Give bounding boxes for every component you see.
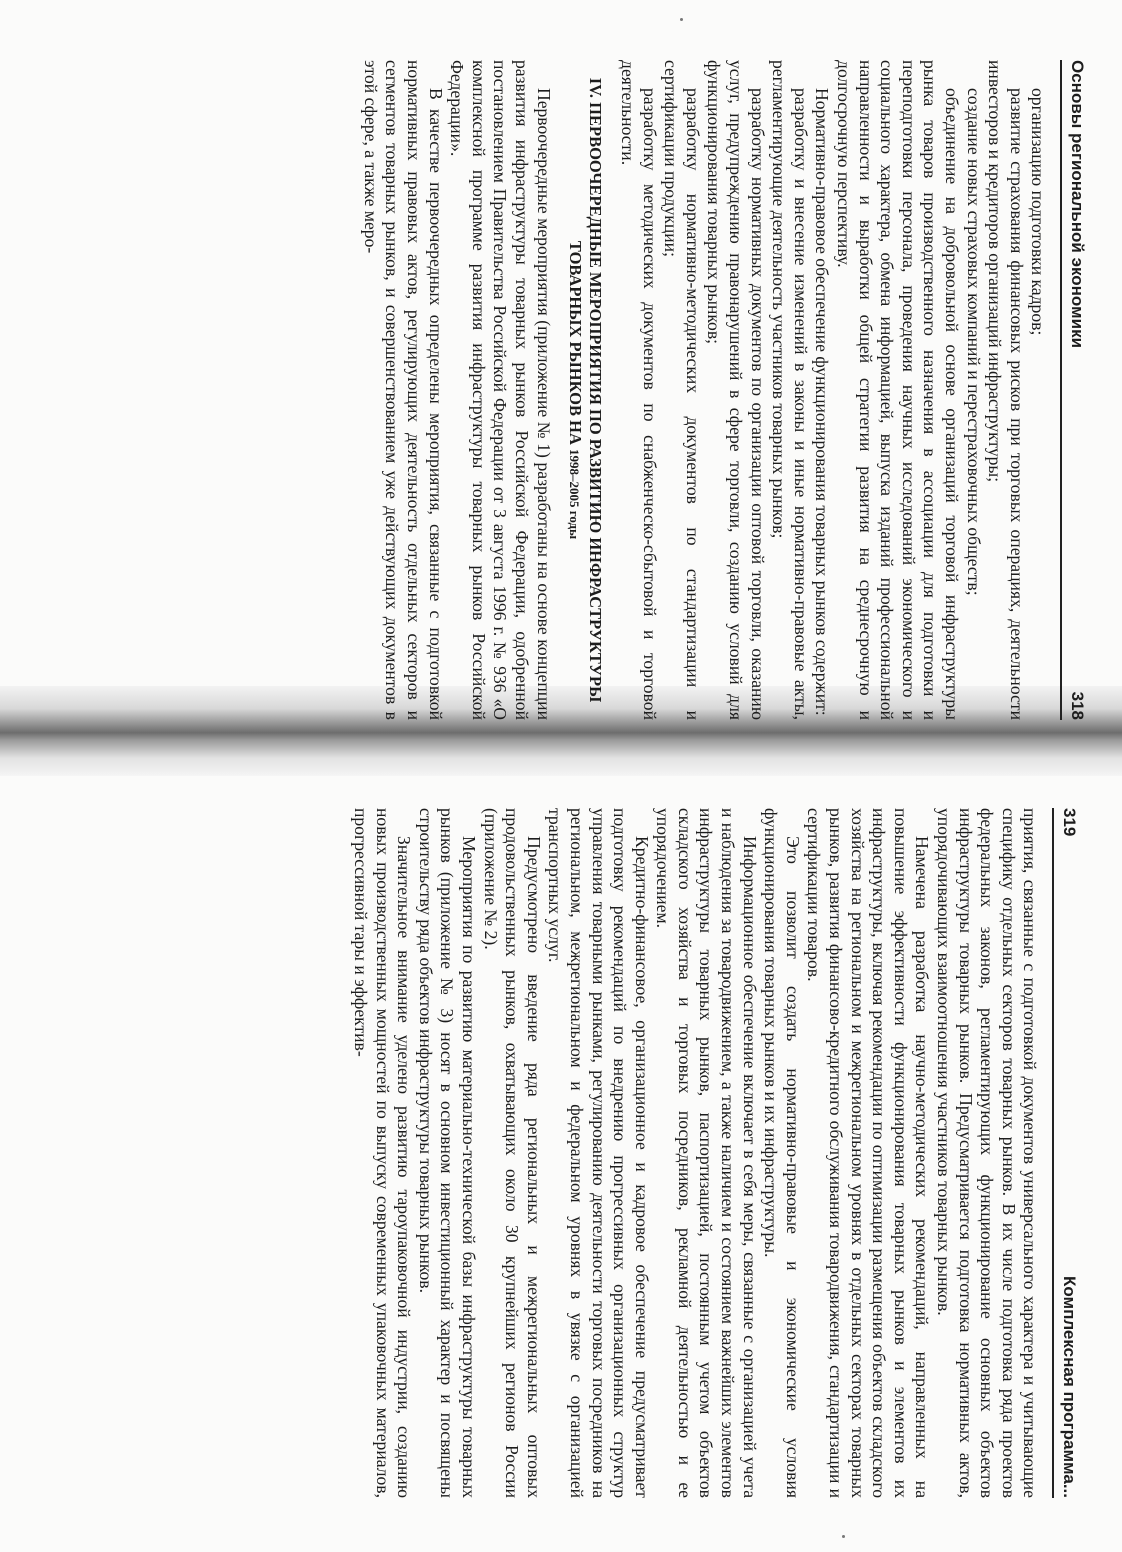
paragraph: Мероприятия по развитию материально-технической базы инфраструктуры товарных рынков (приложение № 3) носят в основном инвестиционный характер и посвящены строительству ряда объектов инфраструктуры товарных рынков. (415, 808, 479, 1498)
page-number: 318 (1068, 691, 1087, 720)
paragraph: разработку и внесение изменений в законы и иные нормативно-правовые акты, регламентирующие деятельность участников товарных рынков; (769, 60, 811, 720)
page-number: 319 (1060, 808, 1079, 837)
paragraph: разработку нормативно-методических документов по стандартизации и сертификации продукции; (661, 60, 703, 720)
paragraph: разработку методических документов по снабженческо-сбытовой и торговой деятельности. (618, 60, 660, 720)
paragraph: объединение на добровольной основе организаций торговой инфраструктуры рынка товаров производственного назначения в ассоциации для подготовки и переподготовки персонала, проведения научных исследований экономического и социального характера, обмена информацией, выпуска изданий профессиональной направленности и выработки общей стратегии развития на среднесрочную и долгосрочную перспективу. (834, 60, 963, 720)
section-title-years: 1998–2005 годы (566, 448, 582, 540)
page-header (1052, 808, 1080, 1498)
paragraph: разработку нормативных документов по организации оптовой торговли, оказанию услуг, предупреждению правонарушений в сфере торговли, созданию условий для функционирования товарных рынков; (704, 60, 768, 720)
paragraph: развитие страхования финансовых рисков при торговых операциях, деятельности инвесторов и кредиторов организаций инфраструктуры; (985, 60, 1027, 720)
paragraph: организацию подготовки кадров; (1028, 88, 1049, 336)
paragraph: Первоочередные мероприятия (приложение № 1) разработаны на основе концепции развития инфраструктуры товарных рынков Российской Федерации, одобренной постановлением Правительства Российской Федерации от 3 августа 1996 г. № 936 «О комплексной программе развития инфраструктуры товарных рынков Российской Федерации». (447, 60, 554, 720)
page-319 (349, 808, 1080, 1498)
running-head: Комплексная программа... (1060, 1275, 1079, 1498)
paragraph: В качестве первоочередных определены мероприятия, связанные с подготовкой нормативных правовых актов, регулирующих деятельность отдельных секторов и сегментов товарных рынков, и совершенствованием уже действующих документов в этой сфере, а также меро- (360, 60, 446, 720)
page-318 (359, 60, 1088, 720)
paragraph: Кредитно-финансовое, организационное и кадровое обеспечение предусматривает подготовку рекомендаций по внедрению прогрессивных организационных структур управления товарными рынками, регулированию деятельности торговых посредников на региональном, межрегиональном и федеральном уровнях в увязке с организацией транспортных услуг. (545, 808, 652, 1498)
paragraph: Информационное обеспечение включает в себя меры, связанные с организацией учета и наблюдения за товародвижением, а также наличием и состоянием важнейших элементов инфраструктуры товарных рынков, паспортизацией, постоянным учетом объектов складского хозяйства и торговых посредников, рекламной деятельностью и ее упорядочением. (653, 808, 760, 1498)
scan-speck (842, 1535, 845, 1538)
paragraph: создание новых страховых компаний и перестраховочных обществ; (963, 88, 984, 596)
section-title-main: IV. ПЕРВООЧЕРЕДНЫЕ МЕРОПРИЯТИЯ ПО РАЗВИТИЮ ИНФРАСТРУКТУРЫ ТОВАРНЫХ РЫНКОВ НА (565, 77, 605, 703)
paragraph: Это позволит создать нормативно-правовые и экономические условия функционирования товарных рынков и их инфраструктуры. (761, 808, 803, 1498)
paragraph: Предусмотрено введение ряда региональных и межрегиональных оптовых продовольственных рынков, охватывающих около 30 крупнейших регионов России (приложение № 2). (480, 808, 544, 1498)
paragraph: приятия, связанные с подготовкой документов универсального характера и учитывающие специфику отдельных секторов товарных рынков. В их числе подготовка ряда проектов федеральных законов, регламентирующих функционирование основных объектов инфраструктуры товарных рынков. Предусматривается подготовка нормативных актов, упорядочивающих взаимоотношения участников товарных рынков. (934, 808, 1041, 1498)
paragraph: Нормативно-правовое обеспечение функционирования товарных рынков содержит: (812, 88, 833, 716)
section-title (564, 60, 605, 720)
paragraph: Значительное внимание уделено развитию тароупаковочной индустрии, созданию новых производственных мощностей по выпуску современных упаковочных материалов, прогрессивной тары и эффектив- (351, 808, 415, 1498)
scan-speck (680, 18, 683, 21)
page-header (1060, 60, 1088, 720)
running-head: Основы региональной экономики (1068, 60, 1087, 349)
paragraph: Намечена разработка научно-методических рекомендаций, направленных на повышение эффективности функционирования товарных рынков и элементов их инфраструктуры, включая рекомендации по оптимизации размещения объектов складского хозяйства на региональном и межрегиональном уровнях в отдельных секторах товарных рынков, развития финансово-кредитного обслуживания товародвижения, стандартизации и сертификации товаров. (804, 808, 933, 1498)
